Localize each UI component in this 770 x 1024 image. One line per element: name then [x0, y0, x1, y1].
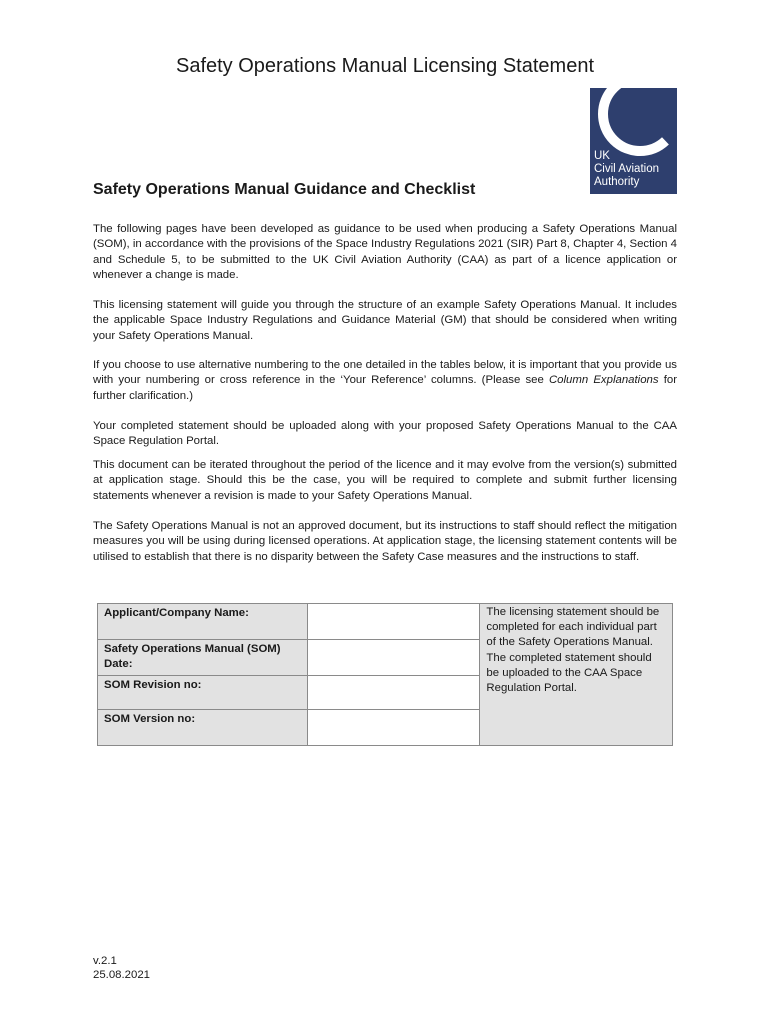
som-revision-field[interactable]: [308, 676, 480, 710]
applicant-info-table: [97, 603, 673, 746]
paragraph-numbering-after: for further clarification.): [93, 374, 678, 402]
applicant-label: Applicant/Company Name:: [98, 604, 308, 640]
som-version-label: SOM Version no:: [98, 710, 308, 746]
som-date-label: Safety Operations Manual (SOM) Date:: [98, 640, 308, 676]
logo-line-uk: UK: [594, 150, 610, 162]
logo-line-authority: Authority: [594, 176, 640, 188]
instructions-note: The licensing statement should be completed for each individual part of the Safety Operations Manual. The completed statement should be uploaded to the CAA Space Regulation Portal.: [480, 604, 673, 746]
paragraph-numbering: [93, 358, 677, 404]
footer: [93, 954, 150, 982]
som-version-field[interactable]: [308, 710, 480, 746]
document-date: 25.08.2021: [93, 969, 151, 981]
applicant-name-field[interactable]: [308, 604, 480, 640]
paragraph-not-approved: The Safety Operations Manual is not an approved document, but its instructions to staff should reflect the mitigation measures you will be using during licensed operations. At application stage, the licensing statement contents will be utilised to establish that there is no disparity between the Safety Case measures and the instructions to staff.: [93, 520, 677, 563]
paragraph-numbering-before: If you choose to use alternative numbering to the one detailed in the tables below, it is important that you provide us with your numbering or cross reference in the ‘Your Reference’ columns. (Please see: [93, 359, 677, 387]
section-heading: Safety Operations Manual Guidance and Checklist: [93, 181, 476, 198]
table-row: [98, 604, 673, 640]
paragraph-structure: This licensing statement will guide you through the structure of an example Safety Operations Manual. It includes the applicable Space Industry Regulations and Guidance Material (GM) that should be considered when writing your Safety Operations Manual.: [93, 299, 677, 342]
page-title: Safety Operations Manual Licensing Statement: [175, 55, 595, 78]
som-date-field[interactable]: [308, 640, 480, 676]
paragraph-intro: The following pages have been developed as guidance to be used when producing a Safety Operations Manual (SOM), in accordance with the provisions of the Space Industry Regulations 2021 (SIR) Part 8, Chapter 4, Section 4 and Schedule 5, to be submitted to the UK Civil Aviation Authority (CAA) as part of a licence application or whenever a change is made.: [93, 223, 677, 281]
logo-line-civil-aviation: Civil Aviation: [594, 163, 659, 175]
column-explanations-reference: Column Explanations: [548, 374, 659, 387]
paragraph-upload: Your completed statement should be uploaded along with your proposed Safety Operations Manual to the CAA Space Regulation Portal.: [93, 420, 677, 448]
som-revision-label: SOM Revision no:: [98, 676, 308, 710]
caa-logo: [590, 88, 677, 194]
document-version: v.2.1: [93, 955, 117, 967]
paragraph-iteration: This document can be iterated throughout the period of the licence and it may evolve from the version(s) submitted at application stage. Should this be the case, you will be required to complete and submit further licensing statements whenever a revision is made to your Safety Operations Manual.: [93, 459, 677, 502]
logo-text: [594, 150, 659, 189]
